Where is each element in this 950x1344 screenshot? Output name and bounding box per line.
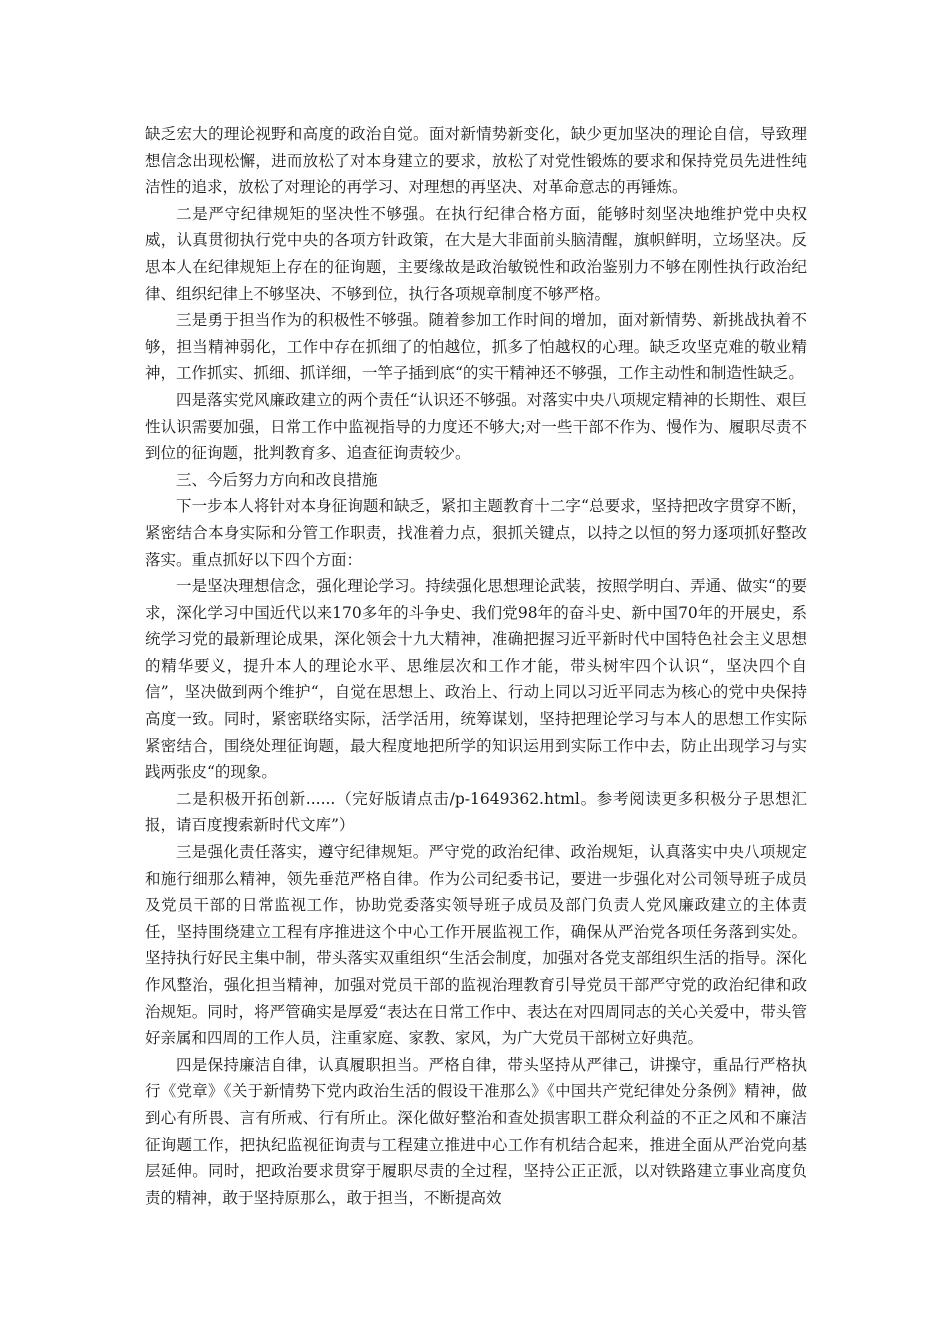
paragraph-point-one: 一是坚决理想信念，强化理论学习。持续强化思想理论武装，按照学明白、弄通、做实“的要求，深化学习中国近代以来170多年的斗争史、我们党98年的奋斗史、新中国70年的开展史，系统学习党的最新理论成果，深化领会十九大精神，准确把握习近平新时代中国特色社会主义思想的精华要义，提升本人的理论水平、思维层次和工作才能，带头树牢四个认识“，坚决四个自信”，坚决做到两个维护“，自觉在思想上、政治上、行动上同以习近平同志为核心的党中央保持高度一致。同时，紧密联络实际，活学活用，统筹谋划，坚持把理论学习与本人的思想工作实际紧密结合，围绕处理征询题，最大程度地把所学的知识运用到实际工作中去，防止出现学习与实践两张皮“的现象。 [145, 577, 807, 782]
paragraph-point-two: 二是积极开拓创新......（完好版请点击/p-1649362.html。参考阅读更多积极分子思想汇报，请百度搜索新时代文库”） [145, 789, 807, 835]
paragraph-responsibility: 三是勇于担当作为的积极性不够强。随着参加工作时间的增加，面对新情势、新挑战执着不够，担当精神弱化，工作中存在抓细了的怕越位，抓多了怕越权的心理。缺乏攻坚克难的敬业精神，工作抓实、抓细、抓详细，一竿子插到底“的实干精神还不够强，工作主动性和制造性缺乏。 [145, 311, 807, 383]
section-heading: 三、今后努力方向和改良措施 [176, 470, 378, 489]
paragraph-discipline: 二是严守纪律规矩的坚决性不够强。在执行纪律合格方面，能够时刻坚决地维护党中央权威，认真贯彻执行党中央的各项方针政策，在大是大非面前头脑清醒，旗帜鲜明，立场坚决。反思本人在纪律规矩上存在的征询题，主要缘故是政治敏锐性和政治鉴别力不够在刚性执行政治纪律、组织纪律上不够坚决、不够到位，执行各项规章制度不够严格。 [145, 204, 807, 303]
paragraph-point-four: 四是保持廉洁自律，认真履职担当。严格自律，带头坚持从严律己，讲操守，重品行严格执行《党章》《关于新情势下党内政治生活的假设干准那么》《中国共产党纪律处分条例》精神，做到心有所畏、言有所戒、行有所止。深化做好整治和查处损害职工群众利益的不正之风和不廉洁征询题工作，把执纪监视征询责与工程建立推进中心工作有机结合起来，推进全面从严治党向基层延伸。同时，把政治要求贯穿于履职尽责的全过程，坚持公正正派，以对铁路建立事业高度负责的精神，敢于坚持原那么，敢于担当，不断提高效 [145, 1055, 807, 1207]
paragraph-next-steps: 下一步本人将针对本身征询题和缺乏，紧扣主题教育十二字“总要求，坚持把改字贯穿不断，紧密结合本身实际和分管工作职责，找准着力点，狠抓关键点，以持之以恒的努力逐项抓好整改落实。重点抓好以下四个方面： [145, 497, 807, 569]
paragraph-continuation: 缺乏宏大的理论视野和高度的政治自觉。面对新情势新变化，缺少更加坚决的理论自信，导致理想信念出现松懈，进而放松了对本身建立的要求，放松了对党性锻炼的要求和保持党员先进性纯洁性的追求，放松了对理论的再学习、对理想的再坚决、对革命意志的再锤炼。 [145, 125, 807, 197]
paragraph-integrity: 四是落实党风廉政建立的两个责任“认识还不够强。对落实中央八项规定精神的长期性、艰巨性认识需要加强，日常工作中监视指导的力度还不够大;对一些干部不作为、慢作为、履职尽责不到位的征询题，批判教育多、追查征询责较少。 [145, 390, 807, 463]
document-body [145, 121, 807, 1211]
paragraph-point-three: 三是强化责任落实，遵守纪律规矩。严守党的政治纪律、政治规矩，认真落实中央八项规定和施行细那么精神，领先垂范严格自律。作为公司纪委书记，要进一步强化对公司领导班子成员及党员干部的日常监视工作，协助党委落实领导班子成员及部门负责人党风廉政建立的主体责任，坚持围绕建立工程有序推进这个中心工作开展监视工作，确保从严治党各项任务落到实处。坚持执行好民主集中制，带头落实双重组织“生活会制度，加强对各党支部组织生活的指导。深化作风整治，强化担当精神，加强对党员干部的监视治理教育引导党员干部严守党的政治纪律和政治规矩。同时，将严管确实是厚爱“表达在日常工作中、表达在对四周同志的关心关爱中，带头管好亲属和四周的工作人员，注重家庭、家教、家风，为广大党员干部树立好典范。 [145, 843, 807, 1048]
